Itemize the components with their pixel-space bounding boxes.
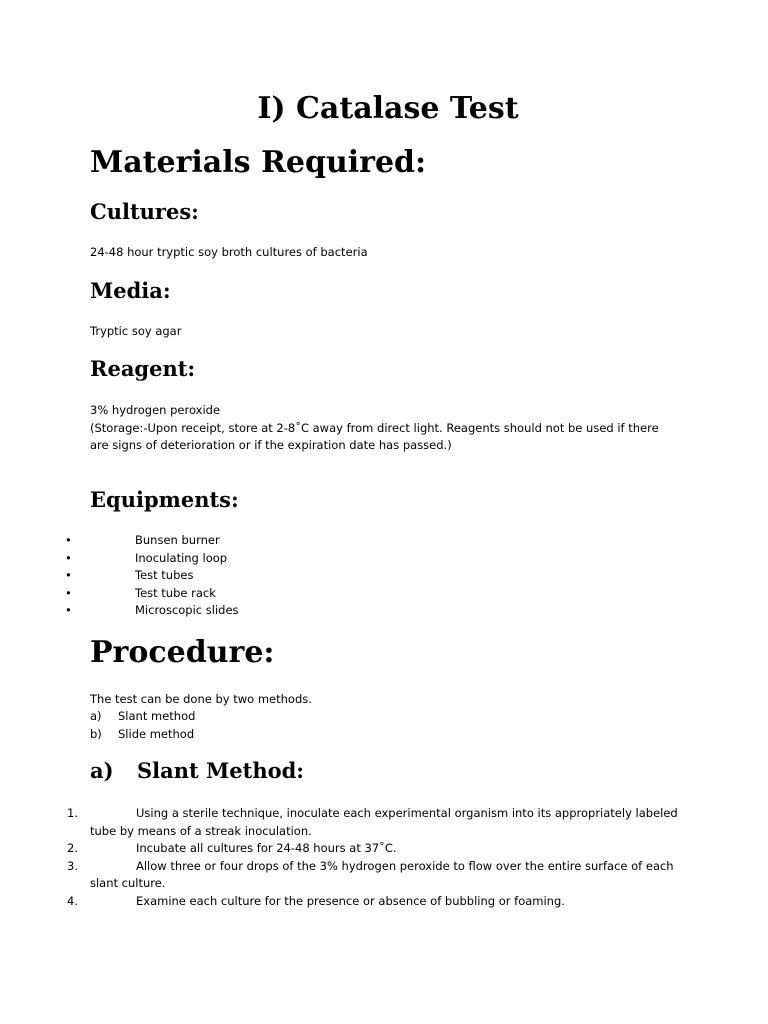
slant-method-title: Slant Method: <box>137 758 305 783</box>
step-text: Examine each culture for the presence or absence of bubbling or foaming. <box>136 893 565 908</box>
list-item <box>0 602 700 620</box>
equipment-list <box>0 532 700 620</box>
list-item <box>0 805 680 840</box>
list-item <box>0 840 680 858</box>
bullet-icon: • <box>65 533 72 547</box>
cultures-text: 24-48 hour tryptic soy broth cultures of bacteria <box>90 245 368 259</box>
list-item <box>0 858 680 893</box>
step-number: 2. <box>67 841 78 855</box>
reagent-heading: Reagent: <box>90 356 196 381</box>
equipment-item-label: Bunsen burner <box>135 533 220 547</box>
bullet-icon: • <box>65 585 72 600</box>
step-number: 3. <box>67 858 78 873</box>
media-text: Tryptic soy agar <box>90 324 182 338</box>
step-number: 1. <box>67 806 78 820</box>
reagent-text: 3% hydrogen peroxide (Storage:-Upon receipt, store at 2-8˚C away from direct light. Reagents should not be used if there are signs of deterioration or if the expiration date has passed.) <box>90 403 659 452</box>
materials-heading: Materials Required: <box>90 145 427 180</box>
equipment-item-label: Inoculating loop <box>135 550 228 565</box>
step-text: Incubate all cultures for 24-48 hours at 37˚C. <box>136 841 397 855</box>
list-item <box>0 532 700 550</box>
bullet-icon: • <box>65 550 72 565</box>
step-text: Using a sterile technique, inoculate each experimental organism into its appropriately labeled tube by means of a streak inoculation. <box>90 806 678 838</box>
step-text: Allow three or four drops of the 3% hydrogen peroxide to flow over the entire surface of each slant culture. <box>90 858 674 890</box>
slant-method-heading <box>90 760 304 781</box>
method-label: Slide method <box>118 726 195 741</box>
list-item <box>0 893 680 911</box>
page-title: I) Catalase Test <box>257 91 519 126</box>
list-item <box>0 585 700 603</box>
equipment-item-label: Test tubes <box>135 568 194 582</box>
bullet-icon: • <box>65 568 72 582</box>
list-item <box>0 550 700 568</box>
method-marker: a) <box>90 709 102 723</box>
procedure-intro: The test can be done by two methods. <box>90 692 312 706</box>
cultures-heading: Cultures: <box>90 199 199 224</box>
steps-list <box>0 805 680 910</box>
slant-method-marker: a) <box>90 758 114 783</box>
equipment-item-label: Test tube rack <box>135 585 216 600</box>
procedure-heading: Procedure: <box>90 635 275 670</box>
method-marker: b) <box>90 726 102 741</box>
bullet-icon: • <box>65 603 72 617</box>
step-number: 4. <box>67 893 78 908</box>
list-item <box>0 567 700 585</box>
method-label: Slant method <box>118 709 196 723</box>
media-heading: Media: <box>90 278 171 303</box>
equipments-heading: Equipments: <box>90 487 239 512</box>
equipment-item-label: Microscopic slides <box>135 603 239 617</box>
